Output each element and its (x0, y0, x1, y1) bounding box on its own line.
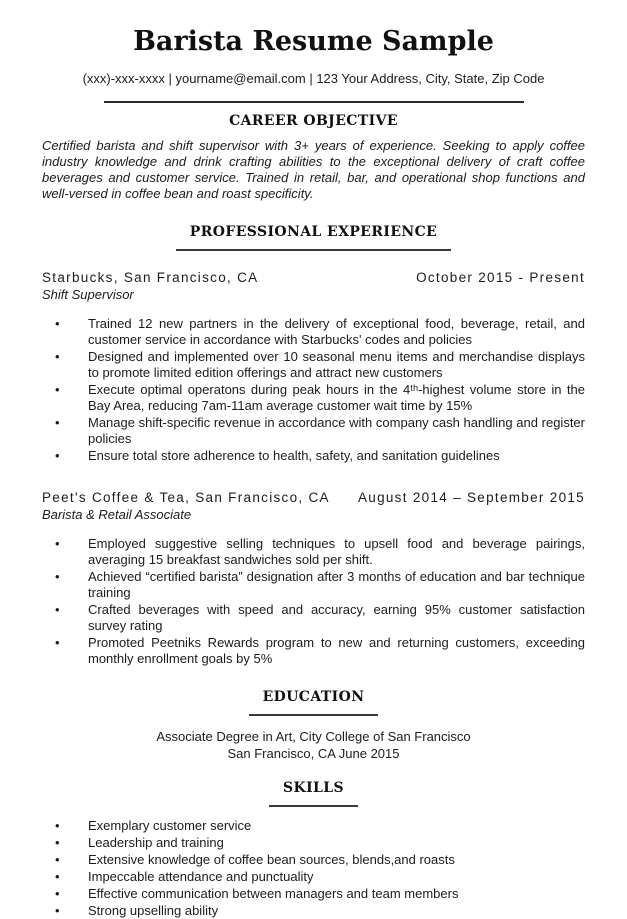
section-heading-education: EDUCATION (249, 689, 379, 716)
bullet-item: • Leadership and training (42, 835, 585, 851)
education-details (0, 728, 627, 762)
section-heading-professional-experience: PROFESSIONAL EXPERIENCE (176, 224, 451, 251)
bullet-item: • Employed suggestive selling techniques to upsell food and beverage pairings, averaging 15 breakfast sandwiches sold per shift. (42, 536, 585, 568)
contact-info: (xxx)-xxx-xxxx | yourname@email.com | 123 Your Address, City, State, Zip Code (82, 71, 545, 87)
bullet-item: • Trained 12 new partners in the delivery of exceptional food, beverage, retail, and customer service in accordance with Starbucks' codes and policies (42, 316, 585, 348)
section-heading-skills: SKILLS (269, 780, 358, 807)
job-bullet-list (42, 316, 585, 464)
job-header-row (42, 270, 585, 285)
bullet-item: • Effective communication between managers and team members (42, 886, 585, 902)
bullet-item: • Designed and implemented over 10 seasonal menu items and merchandise displays to promote limited edition offerings and attract new customers (42, 349, 585, 381)
header-divider (104, 101, 524, 103)
bullet-item: • Exemplary customer service (42, 818, 585, 834)
bullet-item: • Crafted beverages with speed and accuracy, earning 95% customer satisfaction survey rating (42, 602, 585, 634)
job-header-row (42, 490, 585, 505)
job-title: Barista & Retail Associate (42, 507, 192, 523)
bullet-item: • Achieved “certified barista” designation after 3 months of education and bar technique training (42, 569, 585, 601)
education-location-line: San Francisco, CA June 2015 (227, 746, 400, 762)
employer-name: Starbucks, San Francisco, CA (42, 270, 259, 286)
section-heading-career-objective: CAREER OBJECTIVE (229, 113, 398, 130)
skills-bullet-list (42, 818, 585, 919)
bullet-item: • Promoted Peetniks Rewards program to new and returning customers, exceeding monthly enrollment goals by 5% (42, 635, 585, 667)
employment-dates: October 2015 - Present (416, 270, 585, 286)
job-title: Shift Supervisor (42, 287, 134, 303)
employer-name: Peet's Coffee & Tea, San Francisco, CA (42, 490, 330, 506)
job-entry-starbucks (0, 270, 627, 464)
bullet-item: • Extensive knowledge of coffee bean sources, blends,and roasts (42, 852, 585, 868)
bullet-item: • Ensure total store adherence to health, safety, and sanitation guidelines (42, 448, 585, 464)
education-degree-line: Associate Degree in Art, City College of San Francisco (156, 729, 471, 745)
job-bullet-list (42, 536, 585, 667)
bullet-item: • Execute optimal operatons during peak hours in the 4ᵗʰ-highest volume store in the Bay Area, reducing 7am-11am average customer wait time by 15% (42, 382, 585, 414)
career-objective-text: Certified barista and shift supervisor with 3+ years of experience. Seeking to apply coffee industry knowledge and drink crafting abilities to the exceptional delivery of craft coffee beverages and customer service. Trained in retail, bar, and operational shop functions and well-versed in coffee bean and roast specificity. (42, 138, 585, 202)
resume-title: Barista Resume Sample (133, 26, 494, 57)
bullet-item: • Strong upselling ability (42, 903, 585, 919)
bullet-item: • Manage shift-specific revenue in accordance with company cash handling and register policies (42, 415, 585, 447)
bullet-item: • Impeccable attendance and punctuality (42, 869, 585, 885)
job-entry-peets (0, 490, 627, 667)
employment-dates: August 2014 – September 2015 (357, 490, 585, 506)
